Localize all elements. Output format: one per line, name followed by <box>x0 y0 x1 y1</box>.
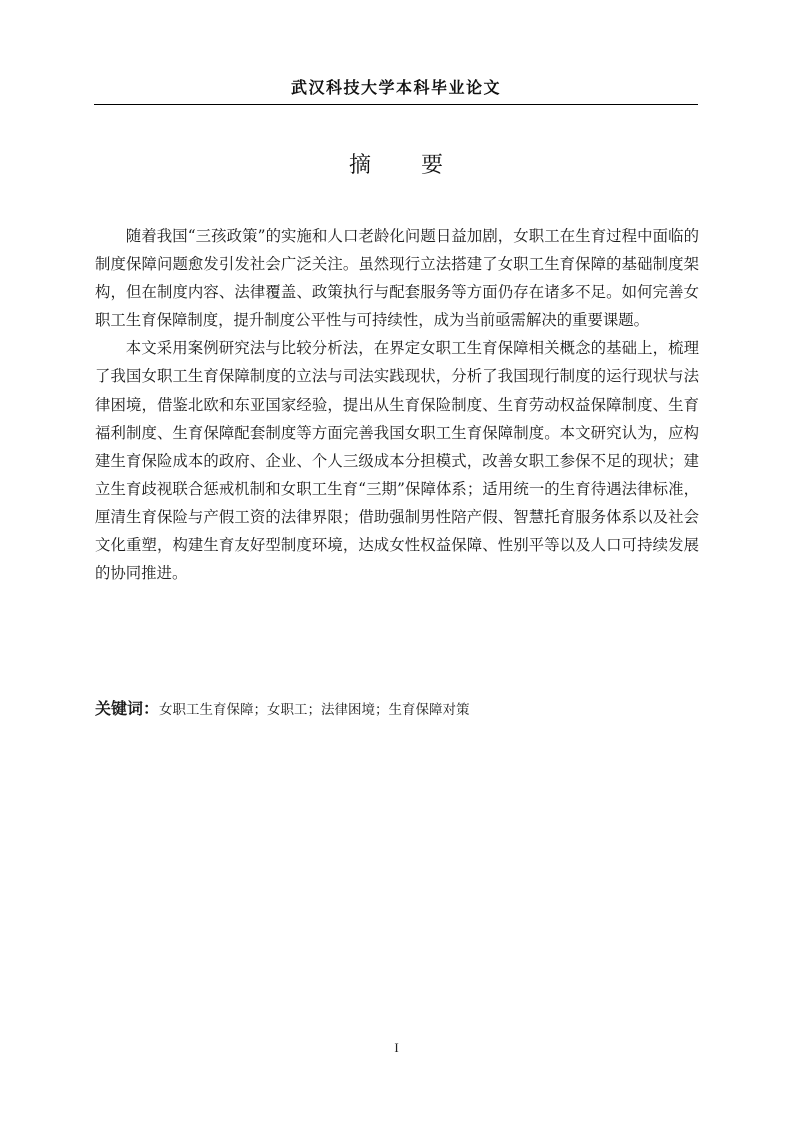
abstract-body <box>95 222 699 587</box>
running-header: 武汉科技大学本科毕业论文 <box>290 78 501 97</box>
abstract-title <box>94 151 698 181</box>
abstract-paragraph-1: 随着我国“三孩政策”的实施和人口老龄化问题日益加剧，女职工在生育过程中面临的制度保障问题愈发引发社会广泛关注。虽然现行立法搭建了女职工生育保障的基础制度架构，但在制度内容、法律覆盖、政策执行与配套服务等方面仍存在诸多不足。如何完善女职工生育保障制度，提升制度公平性与可持续性，成为当前亟需解决的重要课题。 <box>95 227 699 330</box>
keywords-line <box>95 696 699 723</box>
keywords-label: 关键词： <box>95 699 160 718</box>
header-divider <box>94 104 698 105</box>
abstract-title-char-2: 要 <box>421 153 444 178</box>
keywords-text: 女职工生育保障；女职工；法律困境；生育保障对策 <box>159 702 470 718</box>
page-number: I <box>394 1040 399 1055</box>
abstract-title-char-1: 摘 <box>348 153 371 178</box>
abstract-paragraph-2: 本文采用案例研究法与比较分析法，在界定女职工生育保障相关概念的基础上，梳理了我国女职工生育保障制度的立法与司法实践现状，分析了我国现行制度的运行现状与法律困境，借鉴北欧和东亚国家经验，提出从生育保险制度、生育劳动权益保障制度、生育福利制度、生育保障配套制度等方面完善我国女职工生育保障制度。本文研究认为，应构建生育保险成本的政府、企业、个人三级成本分担模式，改善女职工参保不足的现状；建立生育歧视联合惩戒机制和女职工生育“三期”保障体系；适用统一的生育待遇法律标准，厘清生育保险与产假工资的法律界限；借助强制男性陪产假、智慧托育服务体系以及社会文化重塑，构建生育友好型制度环境，达成女性权益保障、性别平等以及人口可持续发展的协同推进。 <box>95 339 699 583</box>
